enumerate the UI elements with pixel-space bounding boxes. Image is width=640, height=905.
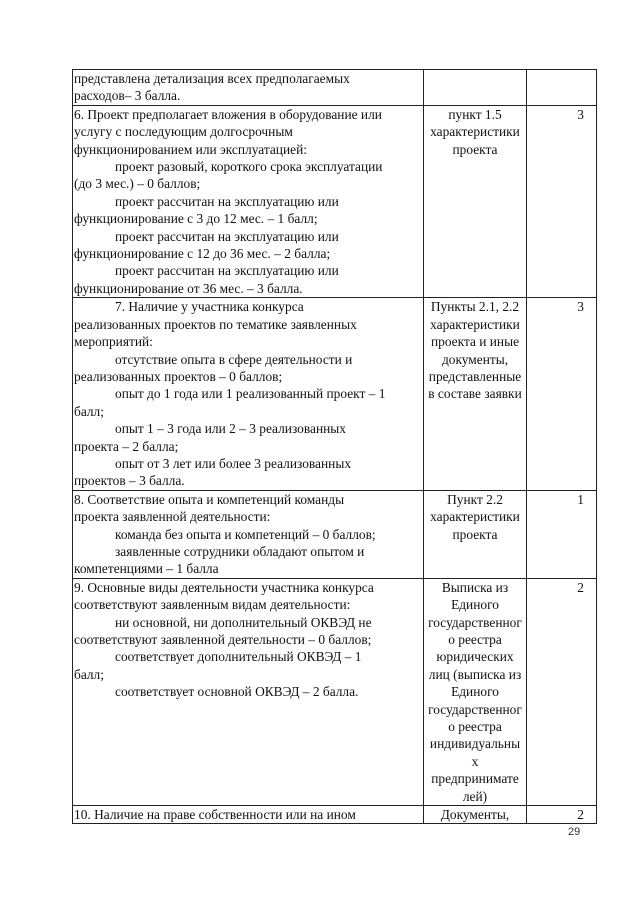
source-line: государственног (428, 614, 522, 630)
criterion-line: проект рассчитан на эксплуатацию или (115, 228, 339, 244)
source-line: характеристики (430, 316, 520, 332)
criterion-line: опыт от 3 лет или более 3 реализованных (115, 455, 352, 471)
criterion-cell (73, 105, 424, 297)
source-line: о реестра (448, 632, 502, 647)
source-line: Выписка из (441, 579, 509, 595)
criterion-line: опыт до 1 года или 1 реализованный проект – 1 (115, 386, 386, 402)
score-cell: 3 (527, 298, 597, 490)
source-line: Единого (451, 597, 499, 613)
criterion-line: соответствует дополнительный ОКВЭД – 1 (115, 649, 362, 665)
criterion-cell (73, 806, 424, 824)
criterion-line: реализованных проектов – 0 баллов; (74, 368, 283, 384)
source-line: Единого (451, 684, 499, 700)
source-cell (424, 70, 527, 106)
source-cell (424, 806, 527, 824)
source-line: проекта и иные (430, 334, 520, 350)
criterion-line: проектов – 3 балла. (74, 473, 185, 489)
source-line: проекта (452, 141, 498, 157)
score-cell: 3 (527, 105, 597, 297)
criterion-line: услугу с последующим долгосрочным (74, 124, 293, 140)
criterion-line: балл; (74, 403, 104, 419)
criterion-line: функционированием или эксплуатацией: (74, 141, 307, 157)
criterion-cell (73, 578, 424, 805)
source-cell (424, 105, 527, 297)
table-row (73, 490, 597, 578)
source-line: предпринимате (431, 771, 519, 787)
criterion-line: проект рассчитан на эксплуатацию или (115, 193, 339, 209)
criterion-line: 9. Основные виды деятельности участника конкурса (74, 579, 374, 595)
criterion-line: 7. Наличие у участника конкурса (115, 299, 304, 315)
criterion-line: 8. Соответствие опыта и компетенций команды (74, 491, 345, 507)
criteria-table-body (73, 70, 597, 824)
criterion-line: 6. Проект предполагает вложения в оборудование или (74, 106, 382, 122)
score-cell: 2 (527, 806, 597, 824)
source-line: характеристики (430, 124, 520, 140)
source-cell (424, 298, 527, 490)
criterion-line: реализованных проектов по тематике заявленных (74, 316, 357, 332)
score-cell: 1 (527, 490, 597, 578)
source-line: х (471, 753, 479, 769)
criterion-line: заявленные сотрудники обладают опытом и (115, 543, 365, 559)
criterion-line: соответствуют заявленной деятельности – 0 баллов; (74, 632, 372, 647)
criterion-line: отсутствие опыта в сфере деятельности и (115, 351, 353, 367)
source-line: Пункт 2.2 (447, 491, 503, 507)
criterion-line: соответствует основной ОКВЭД – 2 балла. (115, 684, 359, 700)
criterion-line: представлена детализация всех предполагаемых (74, 71, 350, 86)
criterion-line: мероприятий: (74, 334, 153, 350)
source-line: пункт 1.5 (448, 106, 502, 122)
criteria-table (72, 69, 597, 824)
source-line: проекта (452, 526, 498, 542)
page-number: 29 (568, 826, 581, 838)
score-cell: 2 (527, 578, 597, 805)
criterion-line: проект разовый, короткого срока эксплуатации (115, 159, 383, 175)
table-row (73, 578, 597, 805)
source-line: представленные (428, 368, 522, 384)
source-line: характеристики (430, 509, 520, 525)
source-line: в составе заявки (428, 386, 522, 402)
table-row (73, 806, 597, 824)
criterion-cell (73, 298, 424, 490)
source-line: документы, (441, 351, 509, 367)
criterion-line: расходов– 3 балла. (74, 88, 181, 104)
criterion-line: опыт 1 – 3 года или 2 – 3 реализованных (115, 421, 346, 437)
source-line: лей) (462, 788, 488, 804)
criterion-line: проекта заявленной деятельности: (74, 509, 271, 525)
source-line: лиц (выписка из (428, 666, 522, 682)
table-row (73, 70, 597, 106)
criterion-line: проект рассчитан на эксплуатацию или (115, 263, 339, 279)
source-line: Документы, (440, 807, 510, 823)
source-cell (424, 578, 527, 805)
source-cell (424, 490, 527, 578)
criterion-cell (73, 490, 424, 578)
score-cell (527, 70, 597, 106)
table-row (73, 298, 597, 490)
source-line: государственног (428, 701, 522, 717)
source-line: юридических (436, 649, 514, 665)
criterion-line: соответствуют заявленным видам деятельности: (74, 597, 351, 613)
criterion-line: функционирование с 3 до 12 мес. – 1 балл; (74, 211, 318, 227)
criterion-line: (до 3 мес.) – 0 баллов; (74, 176, 201, 192)
source-line: Пункты 2.1, 2.2 (430, 299, 520, 315)
criterion-line: 10. Наличие на праве собственности или на ином (74, 807, 356, 823)
source-line: о реестра (448, 719, 502, 735)
criterion-line: балл; (74, 666, 104, 682)
criterion-line: компетенциями – 1 балла (74, 561, 219, 577)
criterion-line: ни основной, ни дополнительный ОКВЭД не (115, 614, 372, 630)
criterion-line: команда без опыта и компетенций – 0 баллов; (115, 526, 376, 542)
criterion-line: функционирование от 36 мес. – 3 балла. (74, 280, 303, 296)
criterion-cell (73, 70, 424, 106)
source-line: индивидуальны (429, 736, 521, 752)
table-row (73, 105, 597, 297)
criterion-line: проекта – 2 балла; (74, 438, 179, 454)
criterion-line: функционирование с 12 до 36 мес. – 2 балла; (74, 246, 331, 262)
